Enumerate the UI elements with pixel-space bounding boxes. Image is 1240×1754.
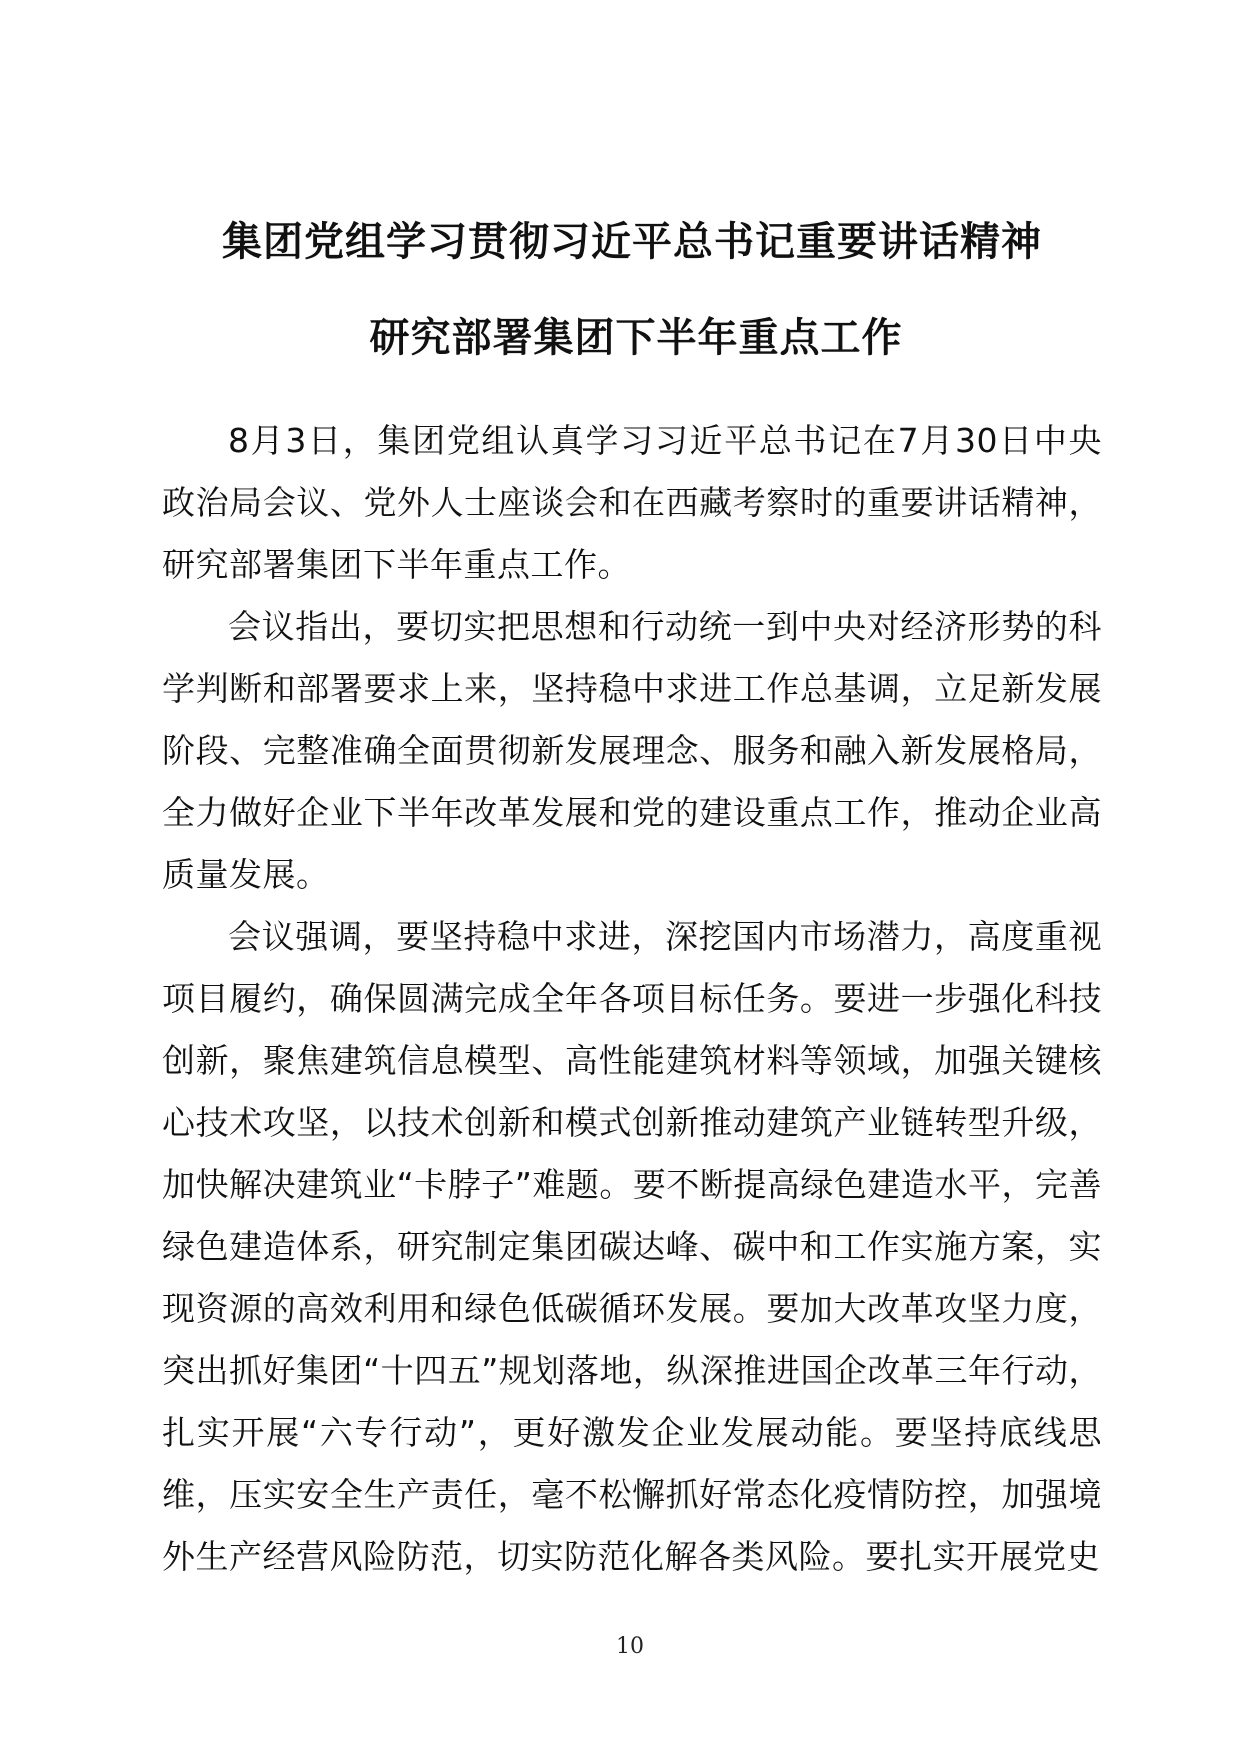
- paragraph: 会议指出，要切实把思想和行动统一到中央对经济形势的科学判断和部署要求上来，坚持稳中求进工作总基调，立足新发展阶段、完整准确全面贯彻新发展理念、服务和融入新发展格局，全力做好企业下半年改革发展和党的建设重点工作，推动企业高质量发展。: [162, 607, 1102, 894]
- document-body: [162, 410, 1102, 1588]
- paragraph: 8月3日，集团党组认真学习习近平总书记在7月30日中央政治局会议、党外人士座谈会和在西藏考察时的重要讲话精神，研究部署集团下半年重点工作。: [162, 421, 1102, 584]
- page-number: 10: [616, 1634, 644, 1659]
- paragraph: 会议强调，要坚持稳中求进，深挖国内市场潜力，高度重视项目履约，确保圆满完成全年各项目标任务。要进一步强化科技创新，聚焦建筑信息模型、高性能建筑材料等领域，加强关键核心技术攻坚，以技术创新和模式创新推动建筑产业链转型升级，加快解决建筑业“卡脖子”难题。要不断提高绿色建造水平，完善绿色建造体系，研究制定集团碳达峰、碳中和工作实施方案，实现资源的高效利用和绿色低碳循环发展。要加大改革攻坚力度，突出抓好集团“十四五”规划落地，纵深推进国企改革三年行动，扎实开展“六专行动”，更好激发企业发展动能。要坚持底线思维，压实安全生产责任，毫不松懈抓好常态化疫情防控，加强境外生产经营风险防范，切实防范化解各类风险。要扎实开展党史: [162, 917, 1102, 1576]
- document-title-line-1: 集团党组学习贯彻习近平总书记重要讲话精神: [222, 219, 1042, 265]
- document-title-line-2: 研究部署集团下半年重点工作: [369, 315, 903, 361]
